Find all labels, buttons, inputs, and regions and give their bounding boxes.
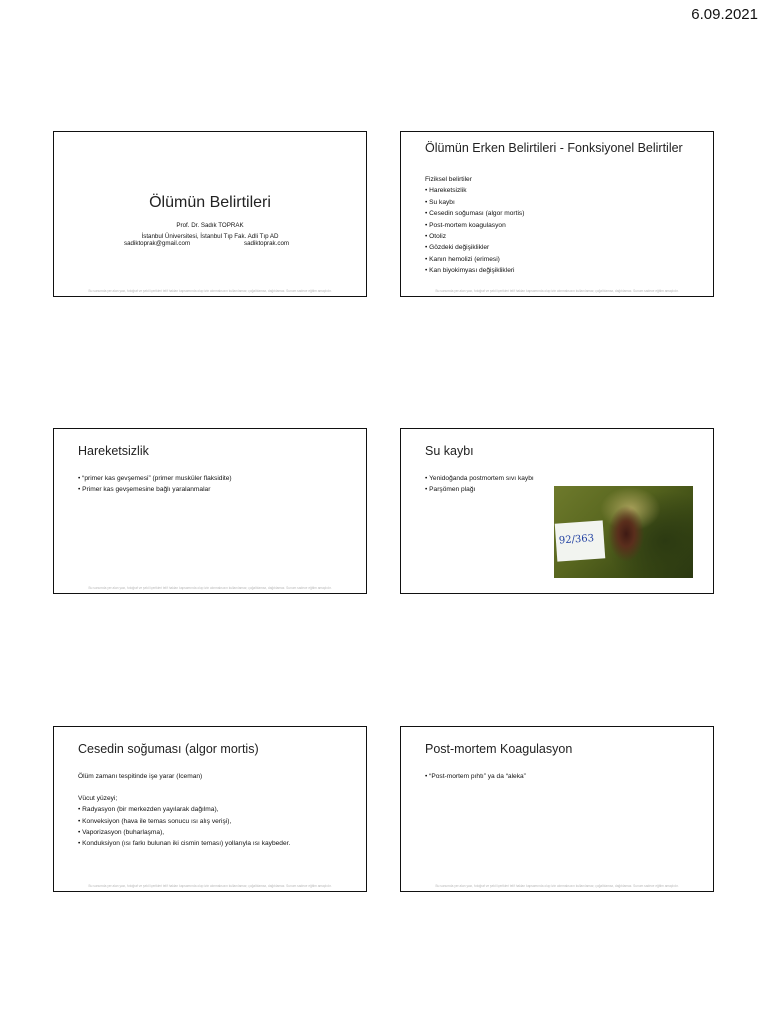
body-text: Ölüm zamanı tespitinde işe yarar (Iceman) (78, 773, 203, 780)
slide-content (425, 771, 701, 782)
list-item: • Kanın hemolizi (erimesi) (425, 254, 701, 265)
list-item: • Vaporizasyon (buharlaşma), (78, 827, 354, 838)
bullet-list (78, 804, 354, 849)
slide-water-loss (400, 428, 714, 594)
forensic-photo (554, 486, 693, 578)
slide-content (78, 771, 354, 849)
slide-content (425, 174, 701, 277)
body-text: Vücut yüzeyi; (78, 795, 118, 803)
specimen-label-card (555, 520, 606, 561)
slide-content (78, 473, 354, 495)
list-item: • “Post-mortem pıhtı” ya da “aleka” (425, 771, 701, 782)
slide-early-signs (400, 131, 714, 297)
list-item: • Konduksiyon (ısı farkı bulunan iki cismin teması) yollarıyla ısı kaybeder. (78, 838, 354, 849)
slide-heading: Su kaybı (425, 444, 474, 458)
list-item: • Radyasyon (bir merkezden yayılarak dağılma), (78, 804, 354, 815)
bullet-list (425, 771, 701, 782)
list-item: • Kan biyokimyası değişiklikleri (425, 265, 701, 276)
slide-heading: Hareketsizlik (78, 444, 149, 458)
list-item: • Parşömen plağı (425, 484, 701, 495)
slide-title-text: Ölümün Belirtileri (149, 194, 271, 211)
bullet-list (425, 185, 701, 276)
copyright-footnote: Bu sunumda yer alan yazı, fotoğraf ve şekil içerikleri telif hakları kapsamında olup izin alınmaksızın kullanılamaz; çoğaltılamaz, dağıtılamaz. Sunum sadece eğitim amaçlıdır. (435, 883, 679, 888)
author-email: sadiktoprak@gmail.com (124, 240, 191, 247)
slide-algor-mortis (53, 726, 367, 892)
list-item: • Cesedin soğuması (algor mortis) (425, 208, 701, 219)
list-item: • Yenidoğanda postmortem sıvı kaybı (425, 473, 701, 484)
specimen-label-text: 92/363 (558, 533, 595, 547)
copyright-footnote: Bu sunumda yer alan yazı, fotoğraf ve şekil içerikleri telif hakları kapsamında olup izin alınmaksızın kullanılamaz; çoğaltılamaz, dağıtılamaz. Sunum sadece eğitim amaçlıdır. (88, 288, 332, 293)
slide-postmortem-coagulation (400, 726, 714, 892)
list-item: • Primer kas gevşemesine bağlı yaralanmalar (78, 484, 354, 495)
slide-title (53, 131, 367, 297)
bullet-list (78, 473, 354, 495)
copyright-footnote: Bu sunumda yer alan yazı, fotoğraf ve şekil içerikleri telif hakları kapsamında olup izin alınmaksızın kullanılamaz; çoğaltılamaz, dağıtılamaz. Sunum sadece eğitim amaçlıdır. (88, 883, 332, 888)
slide-heading: Post-mortem Koagulasyon (425, 742, 573, 756)
list-item: • Post-mortem koagulasyon (425, 220, 701, 231)
list-item: • Otoliz (425, 231, 701, 242)
page-date: 6.09.2021 (691, 6, 758, 23)
intro-text: Fiziksel belirtiler (425, 176, 472, 183)
list-item: • Gözdeki değişiklikler (425, 242, 701, 253)
list-item: • Hareketsizlik (425, 185, 701, 196)
list-item: • Su kaybı (425, 197, 701, 208)
author-name: Prof. Dr. Sadık TOPRAK (176, 222, 244, 229)
copyright-footnote: Bu sunumda yer alan yazı, fotoğraf ve şekil içerikleri telif hakları kapsamında olup izin alınmaksızın kullanılamaz; çoğaltılamaz, dağıtılamaz. Sunum sadece eğitim amaçlıdır. (88, 585, 332, 590)
slide-immobility (53, 428, 367, 594)
author-website: sadiktoprak.com (244, 240, 290, 247)
slide-heading: Cesedin soğuması (algor mortis) (78, 742, 259, 756)
author-block (54, 220, 366, 242)
list-item: • Konveksiyon (hava ile temas sonucu ısı alış verişi), (78, 816, 354, 827)
author-affiliation: İstanbul Üniversitesi, İstanbul Tıp Fak. Adli Tıp AD (141, 233, 279, 240)
list-item: • “primer kas gevşemesi” (primer musküler flaksidite) (78, 473, 354, 484)
slide-heading: Ölümün Erken Belirtileri - Fonksiyonel Belirtiler (425, 141, 683, 155)
copyright-footnote: Bu sunumda yer alan yazı, fotoğraf ve şekil içerikleri telif hakları kapsamında olup izin alınmaksızın kullanılamaz; çoğaltılamaz, dağıtılamaz. Sunum sadece eğitim amaçlıdır. (435, 288, 679, 293)
